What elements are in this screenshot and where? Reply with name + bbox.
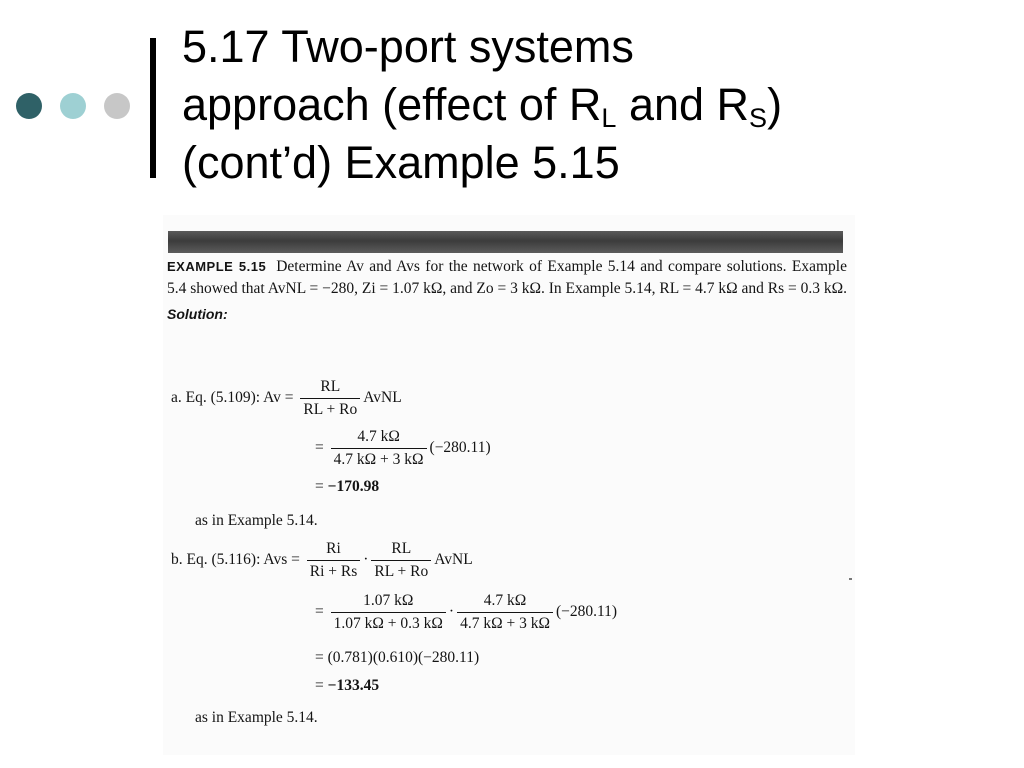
fraction: $\frac{4.7 k\Omega}{4.7 k\Omega + 3 k\Omega}$ xyxy=(331,428,427,469)
solution-label: Solution: xyxy=(167,306,228,322)
part-b-product: = (0.781)(0.610)(−280.11) xyxy=(315,649,480,666)
part-a-note: as in Example 5.14. xyxy=(195,512,318,529)
example-statement: Determine Av and Avs for the network of Example 5.14 and compare solutions. Example 5.4 showed that AvNL = −280, Zi = 1.07 kΩ, and Zo = 3 kΩ. In Example 5.14, RL = 4.7 kΩ and Rs = 0.3 kΩ. xyxy=(167,258,848,297)
fraction: $\frac{1.07 k\Omega}{1.07 k\Omega + 0.3 k\Omega}$ xyxy=(331,592,446,633)
slide-title xyxy=(182,18,1002,192)
dot-gray xyxy=(104,93,130,119)
scan-speck xyxy=(849,578,852,580)
title-line-1: 5.17 Two-port systems xyxy=(182,21,634,72)
part-b-formula: b. Eq. (5.116): Avs = $\frac{Ri}{Ri + Rs}$ · $\frac{RL}{RL + Ro}$ AvNL xyxy=(171,540,473,580)
dot-light xyxy=(60,93,86,119)
part-a-result: = −170.98 xyxy=(315,478,380,495)
fraction: $\frac{Ri}{Ri + Rs}$ xyxy=(307,540,361,581)
example-label: EXAMPLE 5.15 xyxy=(167,259,267,274)
title-line-3: (cont’d) Example 5.15 xyxy=(182,137,620,188)
part-b-note: as in Example 5.14. xyxy=(195,709,318,726)
fraction: $\frac{RL}{RL + Ro}$ xyxy=(371,540,431,581)
part-b-result: = −133.45 xyxy=(315,677,380,694)
title-divider xyxy=(150,38,156,178)
title-line-2: approach (effect of $R_L$ and $R_S$) xyxy=(182,79,783,133)
example-body xyxy=(167,256,848,726)
part-a-substitution: = $\frac{4.7 k\Omega}{4.7 k\Omega + 3 k\Omega}$ (−280.11) xyxy=(315,428,491,468)
fraction: $\frac{4.7 k\Omega}{4.7 k\Omega + 3 k\Omega}$ xyxy=(457,592,553,633)
decorative-dots xyxy=(16,93,136,123)
part-b-substitution: = $\frac{1.07 k\Omega}{1.07 k\Omega + 0.3 k\Omega}$ · $\frac{4.7 k\Omega}{4.7 k\Omega + 3 k\Omega}$ (−280.11) xyxy=(315,592,618,632)
fraction: $\frac{RL}{RL + Ro}$ xyxy=(300,378,360,419)
dot-dark xyxy=(16,93,42,119)
part-a-formula: a. Eq. (5.109): Av = $\frac{RL}{RL + Ro}$ AvNL xyxy=(171,378,402,418)
header-banner xyxy=(168,231,843,253)
scanned-example-image xyxy=(163,215,855,755)
example-intro xyxy=(167,256,847,300)
